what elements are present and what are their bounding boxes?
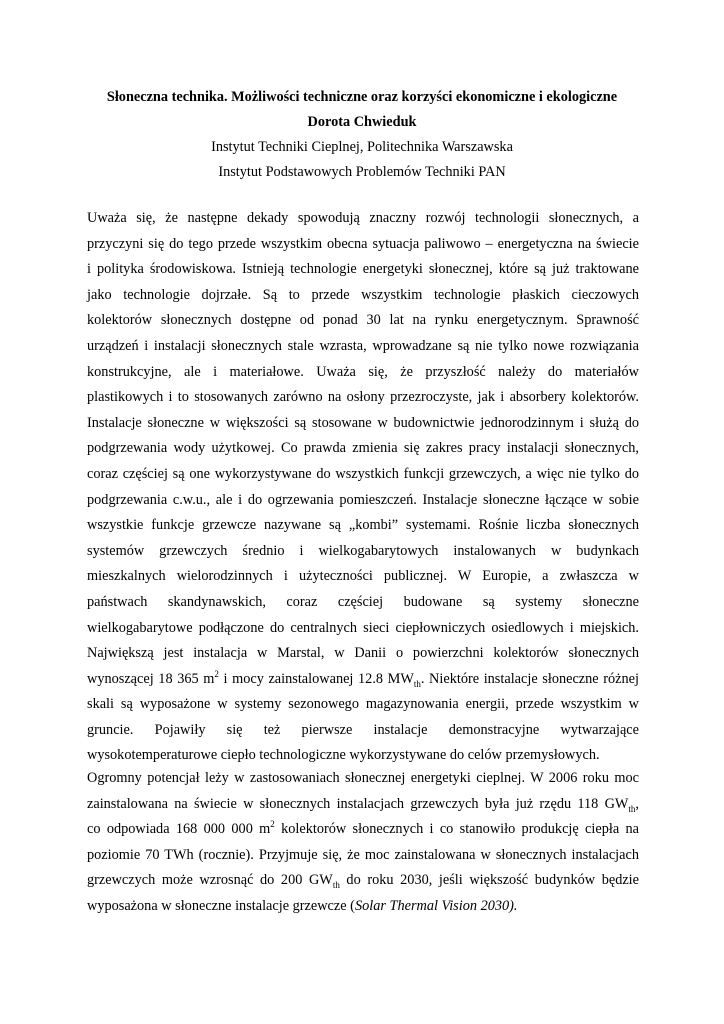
author-name: Dorota Chwieduk: [307, 114, 417, 130]
text-fragment: wynoszącej 18 365 m: [87, 670, 215, 687]
text-fragment: co odpowiada 168 000 000 m: [87, 821, 271, 838]
text-line: przyczyni się do tego przede wszystkim obecna sytuacja paliwowo – energetyczna na świecie: [87, 235, 639, 252]
text-fragment: i mocy zainstalowanej 12.8 MW: [218, 670, 414, 687]
paragraph-1: [87, 206, 639, 769]
text-line: konstrukcyjne, ale i materiałowe. Uważa się, że przyszłość należy do materiałów: [87, 363, 639, 380]
text-line: coraz częściej są one wykorzystywane do wszystkich funkcji grzewczych, a więc nie tylko do: [87, 465, 639, 482]
text-line: systemów grzewczych średnio i wielkogabarytowych instalowanych w budynkach: [87, 542, 639, 559]
text-line: plastikowych i to stosowanych zarówno na osłony przezroczyste, jak i absorbery kolektorów.: [87, 389, 639, 406]
subscript: th: [413, 678, 421, 689]
text-line: wielkogabarytowe podłączone do centralnych sieci ciepłowniczych osiedlowych i miejskich.: [87, 619, 639, 636]
text-line: Największą jest instalacja w Marstal, w Danii o powierzchni kolektorów słonecznych: [87, 645, 639, 662]
text-line: Instalacje słoneczne w większości są stosowane w budownictwie jednorodzinnym i służą do: [87, 414, 639, 431]
text-line: państwach skandynawskich, coraz częściej budowane są systemy słoneczne: [87, 593, 639, 610]
document-title: Słoneczna technika. Możliwości techniczne oraz korzyści ekonomiczne i ekologiczne: [106, 89, 618, 105]
superscript: 2: [270, 819, 275, 830]
affiliation-line-1: Instytut Techniki Cieplnej, Politechnika Warszawska: [211, 139, 513, 155]
text-line-with-units: [87, 817, 639, 843]
paragraph-2: [87, 766, 639, 920]
text-fragment: . Niektóre instalacje słoneczne różnej: [420, 670, 639, 687]
text-fragment: wyposażona w słoneczne instalacje grzewcze (: [87, 897, 355, 914]
text-line-with-citation: [87, 894, 639, 920]
text-line: poziomie 70 TWh (rocznie). Przyjmuje się, że moc zainstalowana w słonecznych instalacjach: [87, 846, 639, 863]
text-line: Ogromny potencjał leży w zastosowaniach słonecznej energetyki cieplnej. W 2006 roku moc: [87, 770, 639, 786]
subscript: th: [332, 880, 340, 891]
text-line: jako technologie dojrzałe. Są to przede wszystkim technologie płaskich cieczowych: [87, 286, 639, 303]
text-fragment: do roku 2030, jeśli większość budynków będzie: [339, 872, 640, 889]
text-line-with-units: [87, 667, 639, 693]
text-line: kolektorów słonecznych dostępne od ponad 30 lat na rynku energetycznym. Sprawność: [87, 312, 639, 329]
text-line: podgrzewania c.w.u., ale i do ogrzewania pomieszczeń. Instalacje słoneczne łączące w sobie: [87, 491, 639, 508]
document-header: [80, 85, 644, 185]
superscript: 2: [214, 668, 219, 679]
affiliation-line-2: Instytut Podstawowych Problemów Techniki PAN: [218, 164, 506, 180]
text-line: Uważa się, że następne dekady spowodują znaczny rozwój technologii słonecznych, a: [87, 210, 639, 226]
text-line: gruncie. Pojawiły się też pierwsze instalacje demonstracyjne wytwarzające: [87, 721, 639, 738]
subscript: th: [628, 803, 636, 814]
citation-italic: Solar Thermal Vision 2030).: [354, 897, 518, 914]
text-line-with-units: [87, 868, 639, 894]
text-line: i polityka środowiskowa. Istnieją technologie energetyki słonecznej, które są już traktowane: [87, 261, 639, 278]
text-line: skali są wyposażone w systemy sezonowego magazynowania energii, przede wszystkim w: [87, 696, 639, 713]
text-line: urządzeń i instalacji słonecznych stale wzrasta, wprowadzane są nie tylko nowe rozwiązania: [87, 337, 639, 354]
text-line: wysokotemperaturowe ciepło technologiczne wykorzystywane do celów przemysłowych.: [87, 747, 600, 764]
text-line: podgrzewania wody użytkowej. Co prawda zmienia się zakres pracy instalacji słonecznych,: [87, 440, 639, 457]
text-line-with-units: [87, 792, 639, 818]
text-line: mieszkalnych wielorodzinnych i użyteczności publicznej. W Europie, a zwłaszcza w: [87, 568, 639, 585]
text-line: wszystkie funkcje grzewcze nazywane są „kombi” systemami. Rośnie liczba słonecznych: [87, 517, 639, 534]
text-fragment: kolektorów słonecznych i co stanowiło produkcję ciepła na: [274, 821, 639, 838]
text-fragment: ,: [635, 795, 639, 812]
text-fragment: zainstalowana na świecie w słonecznych instalacjach grzewczych była już rzędu 118 GW: [87, 795, 629, 812]
text-fragment: grzewczych może wzrosnąć do 200 GW: [87, 872, 333, 889]
